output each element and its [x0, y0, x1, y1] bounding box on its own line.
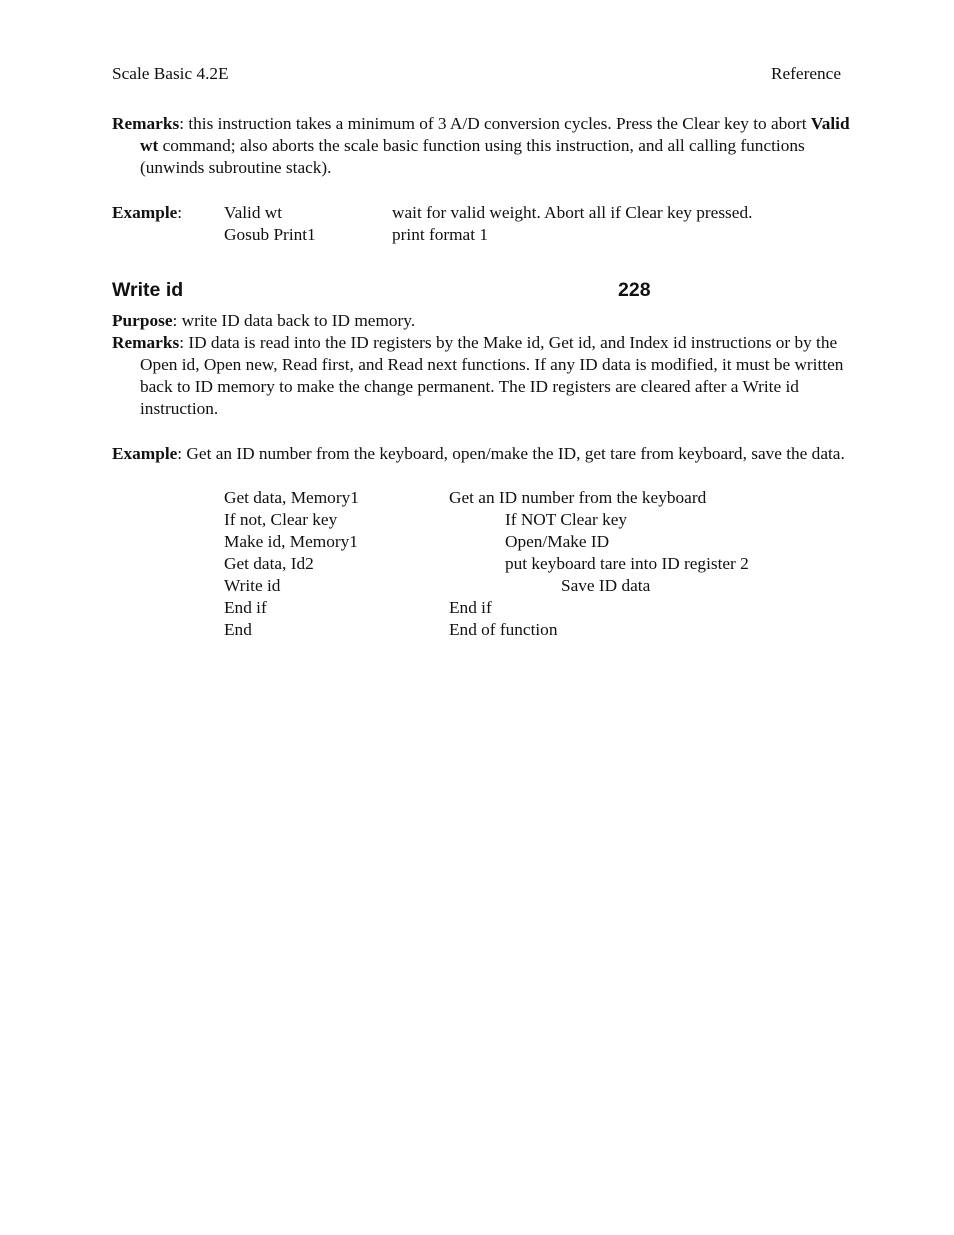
previous-remarks-label: Remarks	[112, 114, 180, 133]
example-code-4: Get data, Id2	[224, 554, 314, 573]
previous-example-code-2: Gosub Print1	[224, 225, 316, 244]
previous-example-code-1: Valid wt	[224, 203, 283, 222]
section-title: Write id	[112, 279, 184, 301]
example-code-6: End if	[224, 598, 267, 617]
header-doc-title: Scale Basic 4.2E	[112, 64, 229, 83]
example-comment-4: put keyboard tare into ID register 2	[505, 554, 749, 573]
previous-example-comment-2: print format 1	[392, 225, 488, 244]
previous-remarks-text-1: : this instruction takes a minimum of 3 A/D conversion cycles. Press the Clear key to abort	[179, 114, 811, 133]
previous-example-label-wrap	[112, 202, 182, 224]
remarks-paragraph	[112, 332, 852, 420]
purpose-paragraph	[112, 310, 852, 332]
purpose-text: : write ID data back to ID memory.	[172, 311, 416, 330]
example-comment-6: End if	[449, 598, 492, 617]
example-code-5: Write id	[224, 576, 281, 595]
example-code-7: End	[224, 620, 252, 639]
previous-example-comment-1: wait for valid weight. Abort all if Clear key pressed.	[392, 203, 753, 222]
example-comment-7: End of function	[449, 620, 558, 639]
remarks-label: Remarks	[112, 333, 180, 352]
header-section-name: Reference	[770, 64, 841, 83]
example-label: Example	[112, 444, 178, 463]
previous-example-label: Example	[112, 203, 178, 222]
example-comment-1: Get an ID number from the keyboard	[449, 488, 707, 507]
example-code-2: If not, Clear key	[224, 510, 338, 529]
section-number: 228	[618, 279, 651, 301]
example-paragraph	[112, 443, 852, 465]
example-code-3: Make id, Memory1	[224, 532, 358, 551]
example-comment-3: Open/Make ID	[505, 532, 610, 551]
example-text: : Get an ID number from the keyboard, open/make the ID, get tare from keyboard, save the data.	[177, 444, 845, 463]
previous-remarks-paragraph	[112, 113, 852, 179]
previous-remarks-text-2: command; also aborts the scale basic function using this instruction, and all calling functions (unwinds subroutine stack).	[140, 136, 805, 177]
previous-example-colon: :	[177, 203, 183, 222]
previous-remarks-command: Valid wt	[140, 114, 850, 155]
purpose-label: Purpose	[112, 311, 173, 330]
example-comment-5: Save ID data	[561, 576, 651, 595]
example-code-1: Get data, Memory1	[224, 488, 359, 507]
remarks-text: : ID data is read into the ID registers by the Make id, Get id, and Index id instructions or by the Open id, Open new, Read first, and Read next functions. If any ID data is modified, it must be written back to ID memory to make the change permanent. The ID registers are cleared after a Write id instruction.	[140, 333, 844, 418]
example-comment-2: If NOT Clear key	[505, 510, 628, 529]
